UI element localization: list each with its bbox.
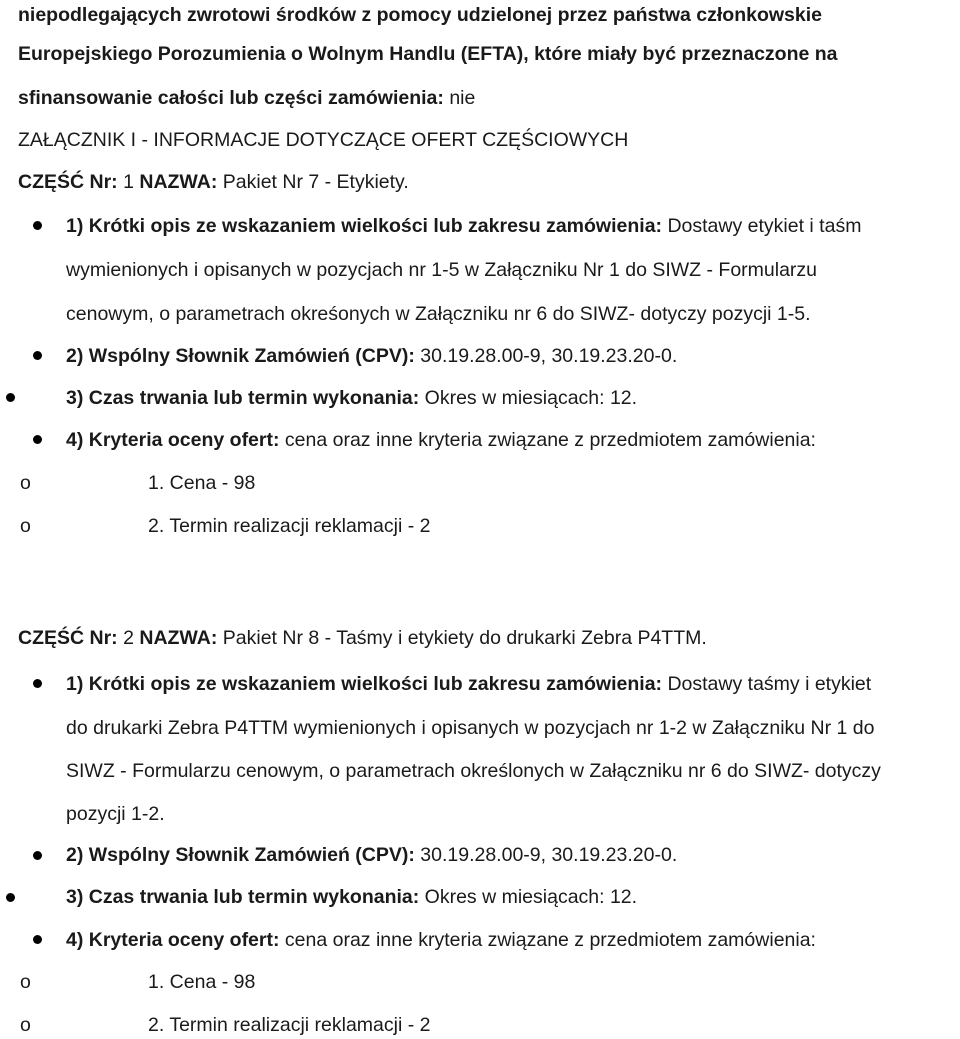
sub-bullet-icon: o xyxy=(20,472,31,494)
part-1-description: 1) Krótki opis ze wskazaniem wielkości lub zakresu zamówienia: Dostawy etykiet i taśm xyxy=(66,215,862,237)
part-2-description: 1) Krótki opis ze wskazaniem wielkości lub zakresu zamówienia: Dostawy taśmy i etykiet xyxy=(66,673,872,695)
bullet-icon xyxy=(33,851,42,860)
part-1-duration: 3) Czas trwania lub termin wykonania: Okres w miesiącach: 12. xyxy=(66,387,638,409)
part-1-heading: CZĘŚĆ Nr: 1 NAZWA: Pakiet Nr 7 - Etykiety. xyxy=(18,171,409,193)
bullet-icon xyxy=(33,935,42,944)
bullet-icon xyxy=(6,393,15,402)
sub-bullet-icon: o xyxy=(20,1014,31,1036)
part-1-cpv: 2) Wspólny Słownik Zamówień (CPV): 30.19.28.00-9, 30.19.23.20-0. xyxy=(66,345,678,367)
bullet-icon xyxy=(33,679,42,688)
part-2-duration: 3) Czas trwania lub termin wykonania: Okres w miesiącach: 12. xyxy=(66,886,638,908)
annex-heading: ZAŁĄCZNIK I - INFORMACJE DOTYCZĄCE OFERT CZĘŚCIOWYCH xyxy=(18,129,629,151)
part-1-description-cont: cenowym, o parametrach okreśonych w Załączniku nr 6 do SIWZ- dotyczy pozycji 1-5. xyxy=(66,303,811,325)
bullet-icon xyxy=(33,351,42,360)
criteria-item: 2. Termin realizacji reklamacji - 2 xyxy=(148,1014,431,1036)
bullet-icon xyxy=(33,221,42,230)
sub-bullet-icon: o xyxy=(20,515,31,537)
bullet-icon xyxy=(6,893,15,902)
part-1-criteria: 4) Kryteria oceny ofert: cena oraz inne kryteria związane z przedmiotem zamówienia: xyxy=(66,429,816,451)
part-2-cpv: 2) Wspólny Słownik Zamówień (CPV): 30.19.28.00-9, 30.19.23.20-0. xyxy=(66,844,678,866)
part-2-description-cont: pozycji 1-2. xyxy=(66,803,165,825)
bullet-icon xyxy=(33,435,42,444)
sub-bullet-icon: o xyxy=(20,971,31,993)
part-2-description-cont: SIWZ - Formularzu cenowym, o parametrach określonych w Załączniku nr 6 do SIWZ- dotyczy xyxy=(66,760,881,782)
intro-line-1: niepodlegających zwrotowi środków z pomocy udzielonej przez państwa członkowskie xyxy=(18,4,822,26)
part-1-description-cont: wymienionych i opisanych w pozycjach nr 1-5 w Załączniku Nr 1 do SIWZ - Formularzu xyxy=(66,259,818,281)
part-2-description-cont: do drukarki Zebra P4TTM wymienionych i opisanych w pozycjach nr 1-2 w Załączniku Nr 1 do xyxy=(66,717,875,739)
criteria-item: 1. Cena - 98 xyxy=(148,472,256,494)
criteria-item: 2. Termin realizacji reklamacji - 2 xyxy=(148,515,431,537)
part-2-heading: CZĘŚĆ Nr: 2 NAZWA: Pakiet Nr 8 - Taśmy i etykiety do drukarki Zebra P4TTM. xyxy=(18,627,707,649)
part-2-criteria: 4) Kryteria oceny ofert: cena oraz inne kryteria związane z przedmiotem zamówienia: xyxy=(66,929,816,951)
criteria-item: 1. Cena - 98 xyxy=(148,971,256,993)
intro-line-2: Europejskiego Porozumienia o Wolnym Handlu (EFTA), które miały być przeznaczone na xyxy=(18,43,838,65)
intro-line-3: sfinansowanie całości lub części zamówienia: nie xyxy=(18,87,476,109)
